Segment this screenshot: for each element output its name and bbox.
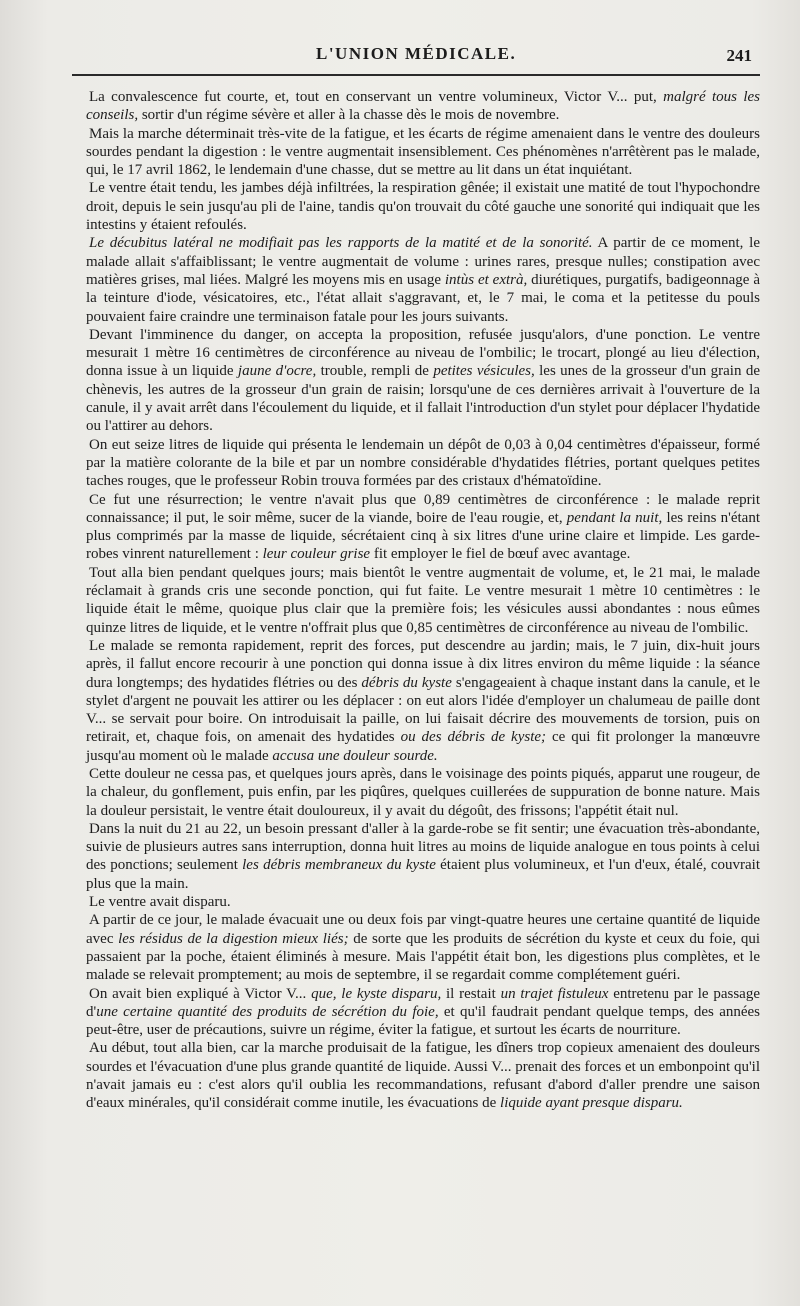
paragraph [86, 436, 760, 491]
paragraph [86, 1039, 760, 1112]
text-run: étaient plus volumineux, et l'un d'eux, étalé, couvrait plus que la main. [86, 857, 760, 892]
text-run: s'engageaient à chaque instant dans la canule, et le stylet d'argent ne pouvait les attirer ou les déplacer : on eut alors l'idée d'employer un chalumeau de paille dont V... se servait pour boire. On introduisait la paille, on lui faisait décrire des mouvements de torsion, puis on retirait, et, chaque fois, on amenait des hydatides [86, 674, 760, 746]
text-run: Devant l'imminence du danger, on accepta la proposition, refusée jusqu'alors, d'une ponction. Le ventre mesurait 1 mètre 16 centimètres de circonférence au niveau de l'ombilic; le trocart, plongé au lieu d'élection, donna issue à un liquide [86, 326, 760, 380]
italic-text: Le décubitus latéral ne modifiait pas les rapports de la matité et de la sonorité. [89, 235, 593, 252]
italic-text: débris du kyste [361, 674, 452, 691]
paragraph [86, 564, 760, 637]
italic-text: les débris membraneux du kyste [242, 857, 436, 874]
paragraph [86, 911, 760, 984]
paragraph [86, 985, 760, 1040]
text-run: les reins n'étant plus comprimés par la masse de liquide, sécrétaient cinq à six litres d'une urine claire et limpide. Les garde-robes vinrent naturellement : [86, 509, 761, 563]
text-run: ce qui fit prolonger la manœuvre jusqu'au moment où le malade [86, 729, 760, 764]
text-run: Le malade se remonta rapidement, reprit des forces, put descendre au jardin; mais, le 7 juin, dix-huit jours après, il fallut encore recourir à une ponction qui donna issue à dix litres environ du même liquide : la séance dura longtemps; des hydatides flétries ou des [86, 637, 760, 691]
italic-text: intùs et extrà, [444, 271, 528, 288]
text-run: trouble, rempli de [316, 363, 434, 380]
page-header [86, 0, 760, 75]
text-run: Dans la nuit du 21 au 22, un besoin pressant d'aller à la garde-robe se fit sentir; une évacuation très-abondante, suivie de plusieurs autres sans interruption, donna huit litres au moins de liquide analogue en tous points à celui des ponctions; seulement [86, 820, 760, 874]
paragraph [86, 820, 760, 893]
italic-text: accusa une douleur sourde. [272, 747, 438, 764]
italic-text: petites vésicules, [433, 363, 535, 380]
text-run: A partir de ce jour, le malade évacuait une ou deux fois par vingt-quatre heures une certaine quantité de liquide avec [86, 912, 760, 947]
italic-text: liquide ayant presque disparu. [500, 1095, 683, 1112]
italic-text: que, le kyste disparu, [311, 985, 442, 1002]
paragraph [86, 326, 760, 436]
text-run: Tout alla bien pendant quelques jours; mais bientôt le ventre augmentait de volume, et, le 21 mai, le malade réclamait à grands cris une seconde ponction, qui fut faite. Le ventre mesurait 1 mètre 10 centimètres : le liquide était le même, quoique plus clair que la première fois; les vésicules aussi abondantes : nous eûmes quinze litres de liquide, et le ventre n'offrait plus que 0,85 centimètres de circonférence au niveau de l'ombilic. [86, 564, 760, 636]
body-text [86, 75, 760, 1113]
text-run: Le ventre avait disparu. [89, 894, 231, 911]
italic-text: une certaine quantité des produits de sécrétion du foie, [96, 1003, 439, 1020]
italic-text: les résidus de la digestion mieux liés; [118, 930, 349, 947]
text-run: Ce fut une résurrection; le ventre n'avait plus que 0,89 centimètres de circonférence : le malade reprit connaissance; il put, le soir même, sucer de la viande, boire de l'eau rougie, et, [86, 491, 760, 526]
italic-text: pendant la nuit, [566, 509, 663, 526]
text-run: fit employer le fiel de bœuf avec avantage. [370, 546, 631, 563]
text-run: Cette douleur ne cessa pas, et quelques jours après, dans le voisinage des points piqués, apparut une rougeur, de la chaleur, du gonflement, puis enfin, par les piqûres, quelques cuillerées de suppuration de bonne nature. Mais la douleur persistait, le ventre était douloureux, il y avait du dégoût, des frissons; l'appétit était nul. [86, 765, 760, 819]
text-run: il restait [441, 985, 501, 1002]
text-run: Au début, tout alla bien, car la marche produisait de la fatigue, les dîners trop copieux amenaient des douleurs sourdes et l'évacuation d'une plus grande quantité de liquide. Aussi V... prenait des forces et un embonpoint qu'il n'avait jamais eu : c'est alors qu'il oublia les recommandations, refusant d'abord d'aller prendre une saison d'eaux minérales, qu'il considérait comme inutile, les évacuations de [86, 1040, 760, 1112]
italic-text: jaune d'ocre, [237, 363, 317, 380]
paragraph [86, 893, 760, 911]
italic-text: un trajet fistuleux [500, 985, 609, 1002]
text-run: On eut seize litres de liquide qui présenta le lendemain un dépôt de 0,03 à 0,04 centimètres d'épaisseur, formé par la matière colorante de la bile et par un nombre considérable d'hydatides flétries, portant quelques petites taches rouges, que le professeur Robin trouva formées par des cristaux d'hématoïdine. [86, 436, 760, 490]
paragraph [86, 88, 760, 125]
text-run: Le ventre était tendu, les jambes déjà infiltrées, la respiration gênée; il existait une matité de tout l'hypochondre droit, depuis le sein jusqu'au pli de l'aine, tandis qu'on trouvait du côté gauche une sonorité qui indiquait que les intestins y étaient refoulés. [86, 180, 760, 234]
text-run: entretenu par le passage d' [86, 985, 760, 1020]
italic-text: ou des débris de kyste; [400, 729, 547, 746]
page-number: 241 [726, 46, 752, 65]
italic-text: leur couleur grise [262, 546, 371, 563]
text-run: On avait bien expliqué à Victor V... [89, 985, 312, 1002]
paragraph [86, 234, 760, 325]
text-run: La convalescence fut courte, et, tout en conservant un ventre volumineux, Victor V... put, [89, 89, 664, 105]
paragraph [86, 637, 760, 765]
running-title: L'UNION MÉDICALE. [316, 44, 517, 63]
text-run: et qu'il faudrait pendant quelque temps, des années peut-être, user de précautions, suivre un régime, éviter la fatigue, et surtout les écarts de nourriture. [86, 1003, 761, 1039]
italic-text: malgré tous les conseils, [86, 89, 760, 124]
text-run: de sorte que les produits de sécrétion du kyste et ceux du foie, qui passaient par la poche, étaient éliminés à mesure. Mais l'appétit était bon, les digestions plus complètes, et le malade se relevait promptement; au mois de septembre, il se regardait comme complétement guéri. [86, 930, 760, 984]
text-run: diurétiques, purgatifs, badigeonnage à la teinture d'iode, vésicatoires, etc., l'état allait s'aggravant, et, le 7 mai, le coma et la petitesse du pouls pouvaient faire craindre une terminaison fatale pour les jours suivants. [86, 271, 760, 325]
paragraph [86, 125, 760, 180]
text-run: Mais la marche déterminait très-vite de la fatigue, et les écarts de régime amenaient dans le ventre des douleurs sourdes pendant la digestion : le ventre augmentait insensiblement. Ces phénomènes n'arrêtèrent pas le malade, qui, le 17 avril 1862, le lendemain d'une chasse, dut se mettre au lit dans un état inquiétant. [86, 125, 760, 179]
text-run: sortir d'un régime sévère et aller à la chasse dès le mois de novembre. [138, 107, 560, 124]
text-run: les unes de la grosseur d'un grain de chènevis, les autres de la grosseur d'un grain de raisin; lorsqu'une de ces dernières arrivait à l'ouverture de la canule, il y avait arrêt dans l'écoulement du liquide, et il fallait l'introduction d'un stylet pour déplacer l'hydatide ou l'attirer au dehors. [86, 363, 760, 435]
header-rule [72, 74, 760, 76]
paragraph [86, 765, 760, 820]
paragraph [86, 179, 760, 234]
paragraph [86, 491, 760, 564]
text-run: A partir de ce moment, le malade allait s'affaiblissant; le ventre augmentait de volume : urines rares, presque nulles; constipation avec matières grises, mal liées. Malgré les moyens mis en usage [86, 235, 760, 288]
